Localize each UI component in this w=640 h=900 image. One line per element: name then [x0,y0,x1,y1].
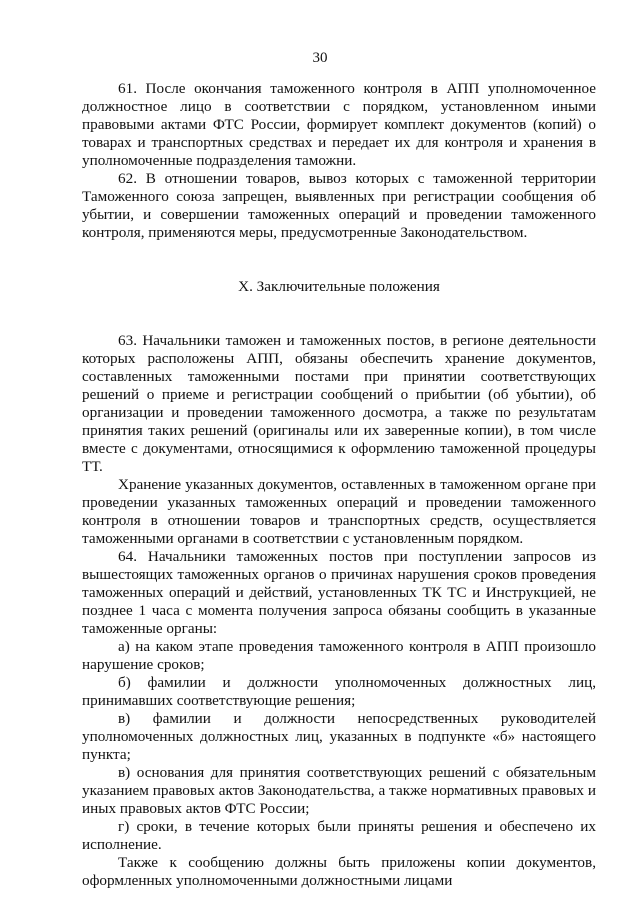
paragraph-closing: Также к сообщению должны быть приложены копии документов, оформленных уполномоченными должностными лицами [82,854,596,889]
paragraph-61: 61. После окончания таможенного контроля в АПП уполномоченное должностное лицо в соответствии с порядком, установленном иными правовыми актами ФТС России, формирует комплект документов (копий) о товарах и транспортных средствах и передает их для контроля и хранения в уполномоченные подразделения таможни. [82,80,596,169]
list-item-b: б) фамилии и должности уполномоченных должностных лиц, принимавших соответствующие решения; [82,674,596,709]
list-item-g: г) сроки, в течение которых были приняты решения и обеспечено их исполнение. [82,818,596,853]
paragraph-63-storage: Хранение указанных документов, оставленных в таможенном органе при проведении указанных таможенных операций и проведении таможенного контроля в отношении товаров и транспортных средств, осуществляется таможенными органами в соответствии с установленным порядком. [82,476,596,547]
list-item-v2: в) основания для принятия соответствующих решений с обязательным указанием правовых актов Законодательства, а также нормативных правовых и иных правовых актов ФТС России; [82,764,596,817]
list-item-v: в) фамилии и должности непосредственных руководителей уполномоченных должностных лиц, указанных в подпункте «б» настоящего пункта; [82,710,596,763]
paragraph-62: 62. В отношении товаров, вывоз которых с таможенной территории Таможенного союза запрещен, выявленных при регистрации сообщения об убытии, и совершении таможенных операций и проведении таможенного контроля, применяются меры, предусмотренные Законодательством. [82,170,596,241]
section-title: X. Заключительные положения [238,278,440,295]
list-item-a: а) на каком этапе проведения таможенного контроля в АПП произошло нарушение сроков; [82,638,596,673]
paragraph-63: 63. Начальники таможен и таможенных постов, в регионе деятельности которых расположены АПП, обязаны обеспечить хранение документов, составленных таможенными постами при принятии соответствующих решений о приеме и регистрации сообщений о прибытии (об убытии), об организации и проведении таможенного досмотра, а также по результатам принятия таких решений (оригиналы или их заверенные копии), в том числе вместе с документами, относящимися к оформлению таможенной процедуры ТТ. [82,332,596,475]
document-body [82,80,596,890]
paragraph-64: 64. Начальники таможенных постов при поступлении запросов из вышестоящих таможенных органов о причинах нарушения сроков проведения таможенных операций и действий, установленных ТК ТС и Инструкцией, не позднее 1 часа с момента получения запроса обязаны сообщить в указанные таможенные органы: [82,548,596,637]
page-number: 30 [312,50,328,66]
